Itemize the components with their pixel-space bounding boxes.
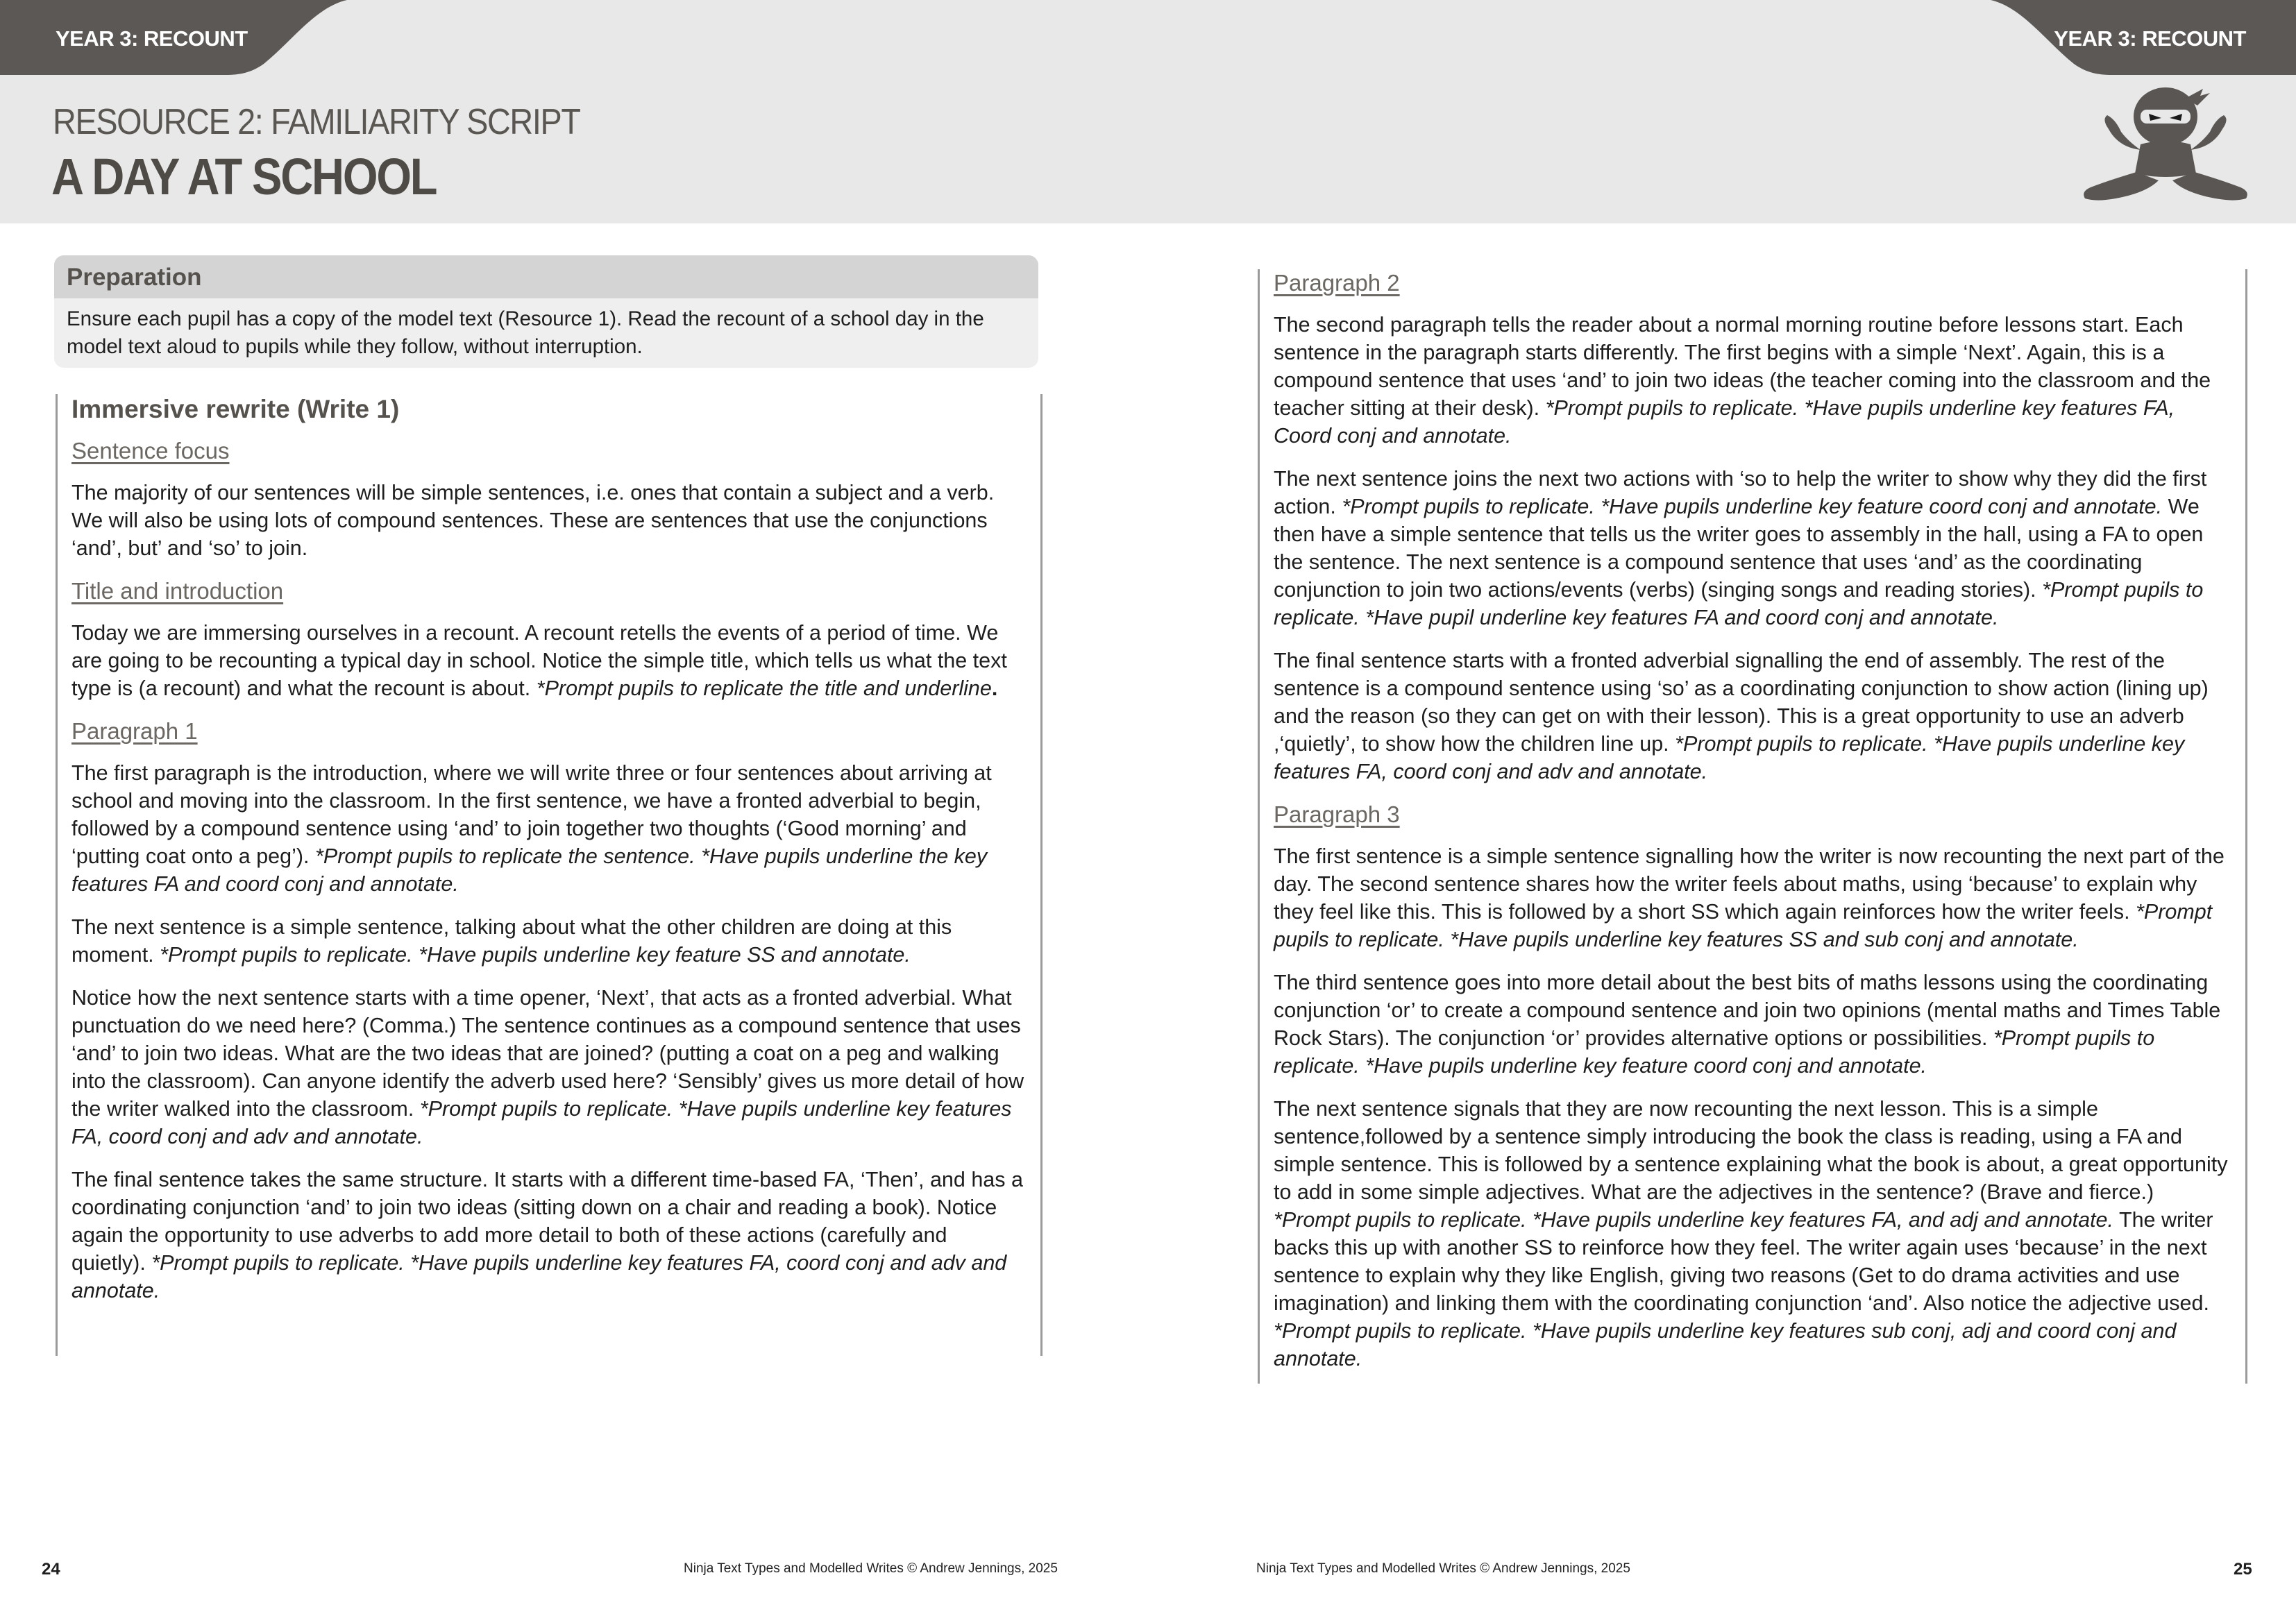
resource-label: RESOURCE 2: FAMILIARITY SCRIPT [53,102,580,142]
ninja-mascot-icon [2081,83,2250,207]
left-footer-credit: Ninja Text Types and Modelled Writes © Andrew Jennings, 2025 [684,1561,1058,1576]
immersive-rewrite-heading: Immersive rewrite (Write 1) [71,395,400,423]
paragraph-3-note-1: The first sentence is a simple sentence signalling how the writer is now recounting the next part of the day. The second sentence shares how the writer feels about maths, using ‘because’ to explain why they feel like this. This is followed by a short SS which again reinforces how the writer feels. *Prompt pupils to replicate. *Have pupils underline key features SS and sub conj and annotate. [1274,844,2225,951]
page-title: A DAY AT SCHOOL [51,148,437,205]
paragraph-2-heading: Paragraph 2 [1274,270,1400,296]
paragraph-3-note-2: The third sentence goes into more detail about the best bits of maths lessons using the coordinating conjunction ‘or’ to create a compound sentence and join two opinions (mental maths and Times Table Rock Stars). The conjunction ‘or’ provides alternative options or possibilities. *Prompt pupils to replicate. *Have pupils underline key feature coord conj and annotate. [1274,971,2221,1078]
right-column [1258,269,2247,1384]
paragraph-2-note-1: The second paragraph tells the reader about a normal morning routine before lessons start. Each sentence in the paragraph starts differently. The first begins with a simple ‘Next’. Again, this is a compound sentence that uses ‘and’ to join two ideas (the teacher coming into the classroom and the teacher sitting at their desk). *Prompt pupils to replicate. *Have pupils underline key features FA, Coord conj and annotate. [1274,313,2211,448]
sentence-focus-text: The majority of our sentences will be simple sentences, i.e. ones that contain a subject and a verb. We will also be using lots of compound sentences. These are sentences that use the conjunctions ‘and’, but’ and ‘so’ to join. [71,481,995,560]
right-footer-credit: Ninja Text Types and Modelled Writes © Andrew Jennings, 2025 [1256,1561,1630,1576]
paragraph-2-note-2: The next sentence joins the next two actions with ‘so to help the writer to show why they did the first action. *Prompt pupils to replicate. *Have pupils underline key feature coord conj and annotate. We then have a simple sentence that tells us the writer goes to assembly in the hall, using a FA to open the sentence. The next sentence is a compound sentence that uses ‘and’ as the coordinating conjunction to join two actions/events (verbs) (singing songs and reading stories). *Prompt pupils to replicate. *Have pupil underline key features FA and coord conj and annotate. [1274,467,2207,629]
title-intro-heading: Title and introduction [71,578,284,604]
right-tab-label: YEAR 3: RECOUNT [2054,26,2246,51]
paragraph-3-heading: Paragraph 3 [1274,801,1400,827]
left-column [56,394,1043,1356]
paragraph-2-note-3: The final sentence starts with a fronted adverbial signalling the end of assembly. The rest of the sentence is a compound sentence using ‘so’ as a coordinating conjunction to show action (lining up) and the reason (so they can get on with their lesson). This is a great opportunity to use an adverb ,‘quietly’, to show how the children line up. *Prompt pupils to replicate. *Have pupils underline key features FA, coord conj and adv and annotate. [1274,649,2209,783]
paragraph-1-note-2: The next sentence is a simple sentence, talking about what the other children are doing at this moment. *Prompt pupils to replicate. *Have pupils underline key feature SS and annotate. [71,915,952,967]
preparation-box [54,255,1038,368]
preparation-text: Ensure each pupil has a copy of the model text (Resource 1). Read the recount of a school day in the model text aloud to pupils while they follow, without interruption. [67,307,984,358]
preparation-heading: Preparation [54,255,1038,298]
paragraph-1-note-3: Notice how the next sentence starts with a time opener, ‘Next’, that acts as a fronted adverbial. What punctuation do we need here? (Comma.) The sentence continues as a compound sentence that uses ‘and’ to join two ideas. What are the two ideas that are joined? (putting a coat on a peg and walking into the classroom). Can anyone identify the adverb used here? ‘Sensibly’ gives us more detail of how the writer walked into the classroom. *Prompt pupils to replicate. *Have pupils underline key features FA, coord conj and adv and annotate. [71,986,1024,1148]
right-page-number: 25 [2234,1560,2252,1579]
paragraph-3-note-3: The next sentence signals that they are now recounting the next lesson. This is a simple sentence,followed by a sentence simply introducing the book the class is reading, using a FA and simple sentence. This is followed by a sentence explaining what the book is about, a great opportunity to add in some simple adjectives. What are the adjectives in the sentence? (Brave and fierce.) *Prompt pupils to replicate. *Have pupils underline key features FA, and adj and annotate. The writer backs this up with another SS to reinforce how they feel. The writer again uses ‘because’ in the next sentence to explain why they like English, giving two reasons (Get to do drama activities and use imagination) and linking them with the coordinating conjunction ‘and’. Also notice the adjective used. *Prompt pupils to replicate. *Have pupils underline key features sub conj, adj and coord conj and annotate. [1274,1097,2228,1370]
left-tab-label: YEAR 3: RECOUNT [56,26,248,51]
paragraph-1-heading: Paragraph 1 [71,718,198,744]
sentence-focus-heading: Sentence focus [71,438,230,464]
paragraph-1-note-1: The first paragraph is the introduction, where we will write three or four sentences about arriving at school and moving into the classroom. In the first sentence, we have a fronted adverbial to begin, followed by a compound sentence using ‘and’ to join together two thoughts (‘Good morning’ and ‘putting coat onto a peg’). *Prompt pupils to replicate the sentence. *Have pupils underline the key features FA and coord conj and annotate. [71,761,992,896]
left-page-number: 24 [42,1560,60,1579]
paragraph-1-note-4: The final sentence takes the same structure. It starts with a different time-based FA, ‘Then’, and has a coordinating conjunction ‘and’ to join two ideas (sitting down on a chair and reading a book). Notice again the opportunity to use adverbs to add more detail to both of these actions (carefully and quietly). *Prompt pupils to replicate. *Have pupils underline key features FA, coord conj and adv and annotate. [71,1168,1023,1302]
title-intro-paragraph: Today we are immersing ourselves in a recount. A recount retells the events of a period of time. We are going to be recounting a typical day in school. Notice the simple title, which tells us what the text type is (a recount) and what the recount is about. *Prompt pupils to replicate the title and underline. [71,621,1007,700]
